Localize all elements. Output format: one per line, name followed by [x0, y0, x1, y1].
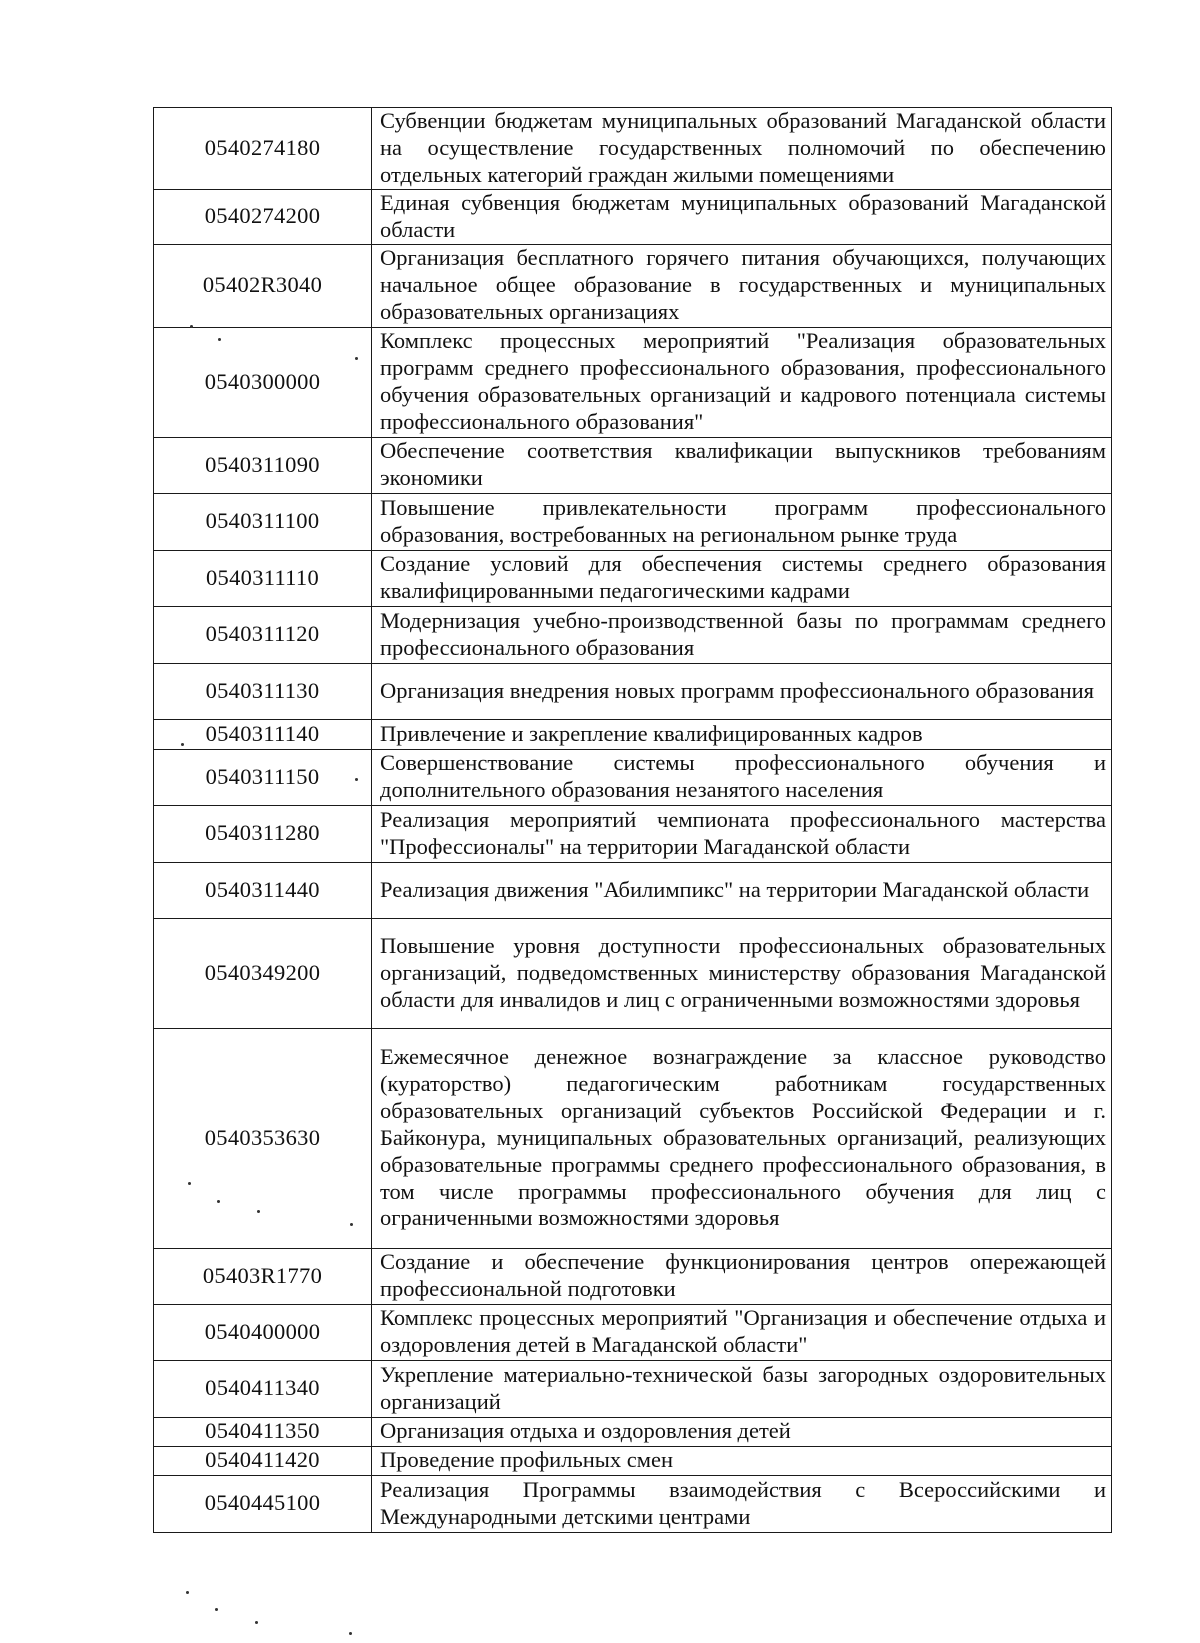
row-description: Организация бесплатного горячего питания обучающихся, получающих начальное общее образование в государственных и муниципальных образовательных организациях	[372, 244, 1112, 327]
row-description: Повышение уровня доступности профессиональных образовательных организаций, подведомственных министерству образования Магаданской области для инвалидов и лиц с ограниченными возможностями здоровья	[372, 918, 1112, 1028]
row-code: 0540349200	[154, 918, 372, 1028]
row-description: Создание и обеспечение функционирования центров опережающей профессиональной подготовки	[372, 1248, 1112, 1304]
table-row	[154, 606, 1112, 663]
table-row	[154, 327, 1112, 437]
row-code: 0540411340	[154, 1360, 372, 1417]
row-description: Организация отдыха и оздоровления детей	[372, 1417, 1112, 1446]
row-description: Единая субвенция бюджетам муниципальных образований Магаданской области	[372, 189, 1112, 244]
table-row	[154, 493, 1112, 550]
row-code: 0540311090	[154, 437, 372, 493]
row-code: 05402R3040	[154, 244, 372, 327]
scan-speck	[186, 1591, 189, 1594]
table-row	[154, 108, 1112, 190]
scan-speck	[349, 1632, 352, 1635]
row-description: Реализация Программы взаимодействия с Всероссийскими и Международными детскими центрами	[372, 1475, 1112, 1532]
scan-speck	[188, 1182, 191, 1185]
row-description: Обеспечение соответствия квалификации выпускников требованиям экономики	[372, 437, 1112, 493]
row-description: Реализация движения "Абилимпикс" на территории Магаданской области	[372, 862, 1112, 918]
row-code: 0540311140	[154, 719, 372, 749]
row-code: 0540311130	[154, 663, 372, 719]
row-description: Ежемесячное денежное вознаграждение за классное руководство (кураторство) педагогическим работникам государственных образовательных организаций субъектов Российской Федерации и г. Байконура, муниципальных образовательных организаций, реализующих образовательные программы среднего профессионального образования, в том числе программы профессионального обучения для лиц с ограниченными возможностями здоровья	[372, 1028, 1112, 1248]
table-row	[154, 550, 1112, 606]
table-row	[154, 862, 1112, 918]
table-row	[154, 437, 1112, 493]
table-row	[154, 1360, 1112, 1417]
scan-speck	[218, 338, 221, 341]
scan-speck	[181, 743, 184, 746]
budget-code-table	[153, 107, 1112, 1533]
row-description: Модернизация учебно-производственной базы по программам среднего профессионального образования	[372, 606, 1112, 663]
table-row	[154, 749, 1112, 805]
table-row	[154, 1304, 1112, 1360]
scan-speck	[257, 1210, 260, 1213]
table-row	[154, 719, 1112, 749]
row-code: 0540353630	[154, 1028, 372, 1248]
table-row	[154, 244, 1112, 327]
row-description: Совершенствование системы профессионального обучения и дополнительного образования незанятого населения	[372, 749, 1112, 805]
scan-speck	[217, 1200, 220, 1203]
row-code: 0540311100	[154, 493, 372, 550]
row-code: 0540400000	[154, 1304, 372, 1360]
row-description: Комплекс процессных мероприятий "Реализация образовательных программ среднего профессионального образования, профессионального обучения образовательных организаций и кадрового потенциала системы профессионального образования"	[372, 327, 1112, 437]
row-description: Реализация мероприятий чемпионата профессионального мастерства "Профессионалы" на территории Магаданской области	[372, 805, 1112, 862]
row-code: 0540311150	[154, 749, 372, 805]
table-row	[154, 1417, 1112, 1446]
row-description: Привлечение и закрепление квалифицированных кадров	[372, 719, 1112, 749]
table-row	[154, 805, 1112, 862]
row-description: Комплекс процессных мероприятий "Организация и обеспечение отдыха и оздоровления детей в Магаданской области"	[372, 1304, 1112, 1360]
row-description: Организация внедрения новых программ профессионального образования	[372, 663, 1112, 719]
row-code: 0540311440	[154, 862, 372, 918]
row-code: 05403R1770	[154, 1248, 372, 1304]
table-row	[154, 1028, 1112, 1248]
table-row	[154, 663, 1112, 719]
row-code: 0540445100	[154, 1475, 372, 1532]
row-code: 0540411420	[154, 1446, 372, 1475]
row-code: 0540274180	[154, 108, 372, 190]
row-code: 0540300000	[154, 327, 372, 437]
row-code: 0540411350	[154, 1417, 372, 1446]
scan-speck	[255, 1621, 258, 1624]
row-description: Повышение привлекательности программ профессионального образования, востребованных на региональном рынке труда	[372, 493, 1112, 550]
row-description: Создание условий для обеспечения системы среднего образования квалифицированными педагогическими кадрами	[372, 550, 1112, 606]
scan-speck	[350, 1223, 353, 1226]
row-code: 0540311110	[154, 550, 372, 606]
row-code: 0540311120	[154, 606, 372, 663]
scan-speck	[355, 357, 358, 360]
scan-speck	[355, 778, 358, 781]
scan-speck	[190, 325, 193, 328]
row-description: Субвенции бюджетам муниципальных образований Магаданской области на осуществление государственных полномочий по обеспечению отдельных категорий граждан жилыми помещениями	[372, 108, 1112, 190]
table-row	[154, 1248, 1112, 1304]
row-code: 0540274200	[154, 189, 372, 244]
table-row	[154, 1446, 1112, 1475]
table-row	[154, 189, 1112, 244]
table-row	[154, 1475, 1112, 1532]
row-description: Проведение профильных смен	[372, 1446, 1112, 1475]
row-code: 0540311280	[154, 805, 372, 862]
table-row	[154, 918, 1112, 1028]
row-description: Укрепление материально-технической базы загородных оздоровительных организаций	[372, 1360, 1112, 1417]
scan-speck	[215, 1608, 218, 1611]
